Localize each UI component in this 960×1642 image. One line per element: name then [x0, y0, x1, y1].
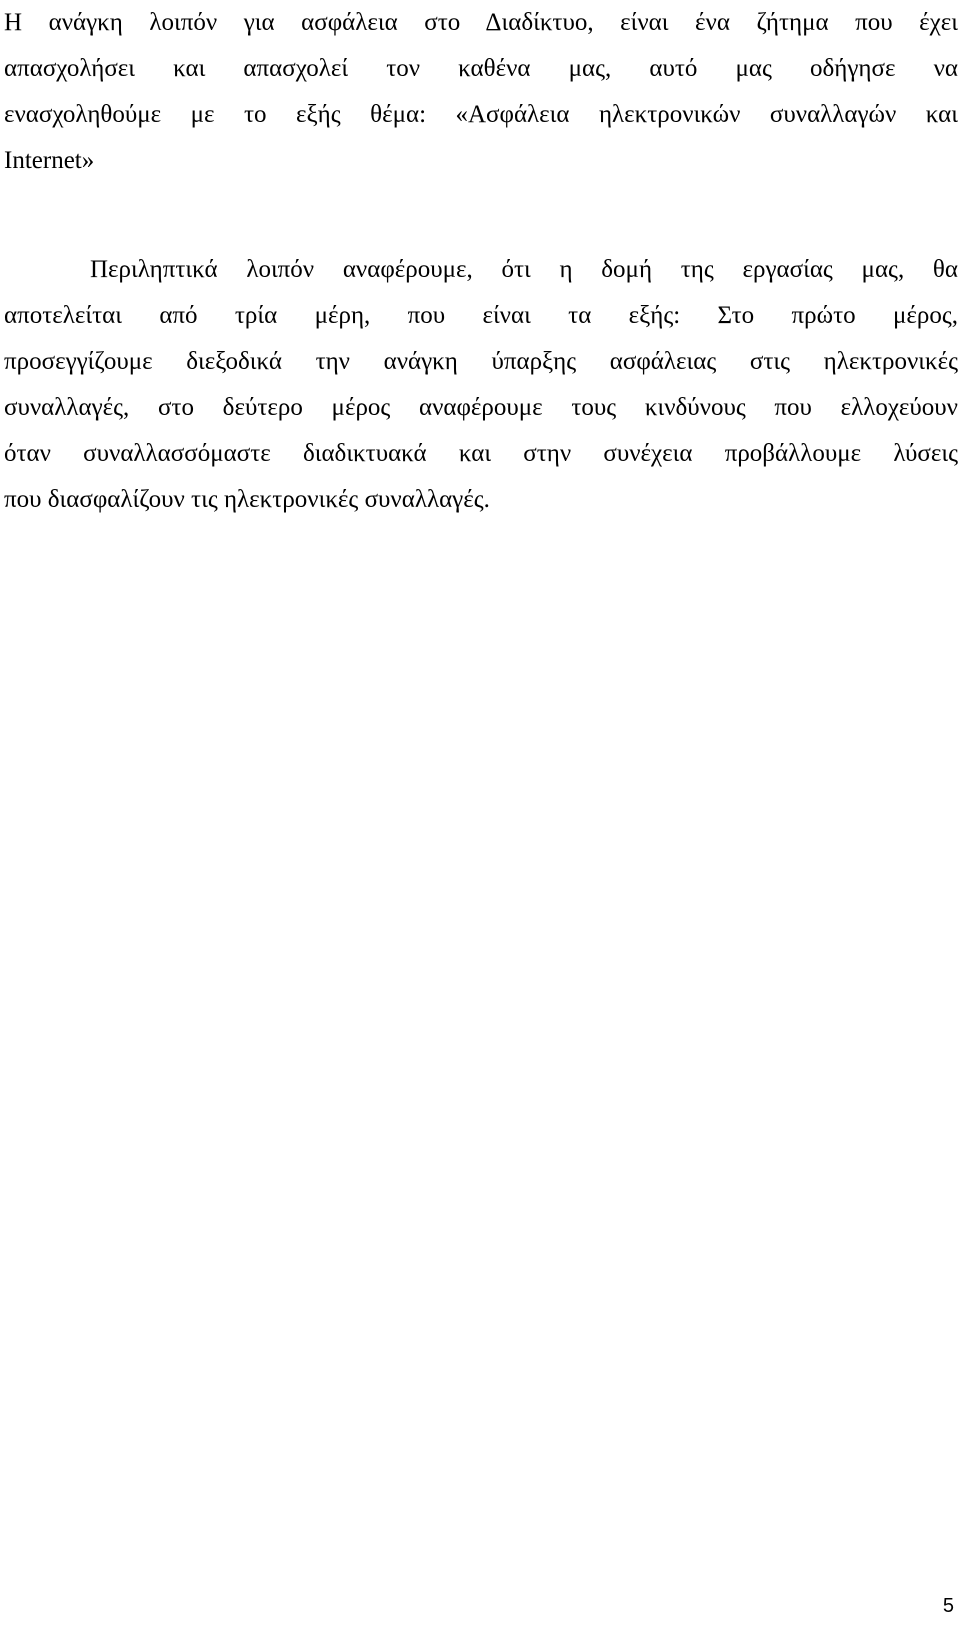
paragraph-line: Internet» — [4, 147, 95, 174]
paragraph-intro — [4, 0, 958, 184]
paragraph-line: όταν συναλλασσόμαστε διαδικτυακά και στην συνέχεια προβάλλουμε λύσεις — [4, 440, 958, 467]
paragraph-line: συναλλαγές, στο δεύτερο μέρος αναφέρουμε τους κινδύνους που ελλοχεύουν — [4, 394, 958, 421]
paragraph-line: Η ανάγκη λοιπόν για ασφάλεια στο Διαδίκτυο, είναι ένα ζήτημα που έχει — [4, 9, 958, 36]
paragraph-line: απασχολήσει και απασχολεί τον καθένα μας, αυτό μας οδήγησε να — [4, 55, 958, 82]
paragraph-summary — [4, 247, 958, 523]
paragraph-line: αποτελείται από τρία μέρη, που είναι τα εξής: Στο πρώτο μέρος, — [4, 302, 958, 329]
paragraph-line: ενασχοληθούμε με το εξής θέμα: «Ασφάλεια ηλεκτρονικών συναλλαγών και — [4, 101, 958, 128]
paragraph-line: Περιληπτικά λοιπόν αναφέρουμε, ότι η δομή της εργασίας μας, θα — [90, 256, 958, 283]
paragraph-line: που διασφαλίζουν τις ηλεκτρονικές συναλλαγές. — [4, 486, 490, 513]
paragraph-line: προσεγγίζουμε διεξοδικά την ανάγκη ύπαρξης ασφάλειας στις ηλεκτρονικές — [4, 348, 958, 375]
page-number: 5 — [942, 1595, 954, 1617]
